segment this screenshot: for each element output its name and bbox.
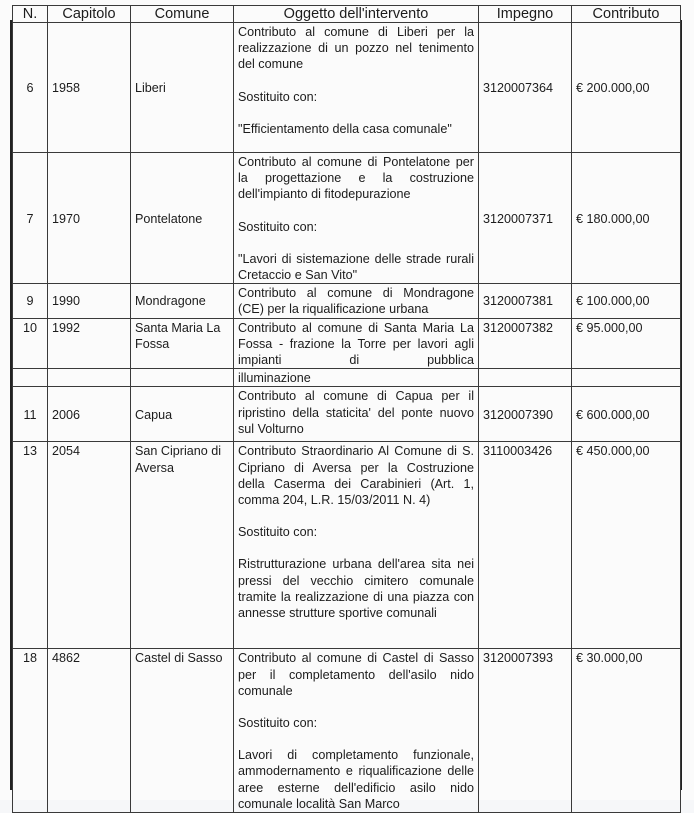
cell-oggetto [234,318,479,369]
header-impegno: Impegno [479,6,572,23]
sostituito-label: Sostituito con: [238,716,318,731]
oggetto-new: "Lavori di sistemazione delle strade rurali Cretaccio e San Vito" [238,251,474,283]
cell-capitolo: 2054 [48,442,131,649]
cell-empty [131,369,234,387]
cell-n: 6 [13,23,48,153]
cell-comune: Mondragone [131,284,234,318]
cell-comune: Santa Maria La Fossa [131,318,234,369]
oggetto-original: Contributo al comune di Castel di Sasso per il completamento dell'asilo nido comunale [238,651,474,698]
cell-contributo: € 30.000,00 [572,649,681,813]
contributions-table [12,5,681,813]
cell-n: 10 [13,318,48,369]
cell-impegno: 3120007381 [479,284,572,318]
cell-oggetto [234,23,479,153]
cell-n: 7 [13,153,48,284]
cell-impegno: 3120007390 [479,387,572,442]
cell-oggetto [234,649,479,813]
cell-capitolo: 2006 [48,387,131,442]
oggetto-original: Contributo al comune di Capua per il ripristino della staticita' del ponte nuovo sul Volturno [238,389,474,436]
cell-empty [572,369,681,387]
table-row-continuation [13,369,681,387]
sostituito-label: Sostituito con: [238,89,318,104]
cell-capitolo: 1958 [48,23,131,153]
cell-oggetto [234,153,479,284]
cell-oggetto [234,284,479,318]
cell-contributo: € 100.000,00 [572,284,681,318]
cell-capitolo: 4862 [48,649,131,813]
cell-n: 18 [13,649,48,813]
oggetto-original: Contributo al comune di Pontelatone per la progettazione e la costruzione dell'impianto di fitodepurazione [238,155,474,202]
cell-empty [13,369,48,387]
cell-impegno: 3120007393 [479,649,572,813]
cell-contributo: € 450.000,00 [572,442,681,649]
cell-empty [48,369,131,387]
cell-empty [479,369,572,387]
cell-n: 9 [13,284,48,318]
table-row [13,23,681,153]
oggetto-original: Contributo al comune di Mondragone (CE) per la riqualificazione urbana [238,286,474,317]
table-row [13,442,681,649]
cell-impegno: 3110003426 [479,442,572,649]
cell-capitolo: 1992 [48,318,131,369]
header-capitolo: Capitolo [48,6,131,23]
cell-comune: Liberi [131,23,234,153]
cell-impegno: 3120007364 [479,23,572,153]
table-row [13,318,681,369]
cell-contributo: € 180.000,00 [572,153,681,284]
cell-contributo: € 600.000,00 [572,387,681,442]
sostituito-label: Sostituito con: [238,525,318,540]
cell-comune: San Cipriano di Aversa [131,442,234,649]
oggetto-new: Lavori di completamento funzionale, ammodernamento e riqualificazione delle aree esterne dell'edificio asilo nido comunale località San Marco [238,748,474,811]
oggetto-new: Ristrutturazione urbana dell'area sita nei pressi del vecchio cimitero comunale tramite la realizzazione di una piazza con annesse strutture sportive comunali [238,557,474,621]
cell-comune: Castel di Sasso [131,649,234,813]
cell-oggetto [234,387,479,442]
cell-contributo: € 200.000,00 [572,23,681,153]
header-contributo: Contributo [572,6,681,23]
cell-oggetto [234,442,479,649]
cell-comune: Pontelatone [131,153,234,284]
sostituito-label: Sostituito con: [238,219,318,234]
table-row [13,649,681,813]
oggetto-new: "Efficientamento della casa comunale" [238,121,452,136]
cell-comune: Capua [131,387,234,442]
cell-capitolo: 1990 [48,284,131,318]
cell-contributo: € 95.000,00 [572,318,681,369]
cell-oggetto-continuation: illuminazione [234,369,479,387]
table-row [13,387,681,442]
header-oggetto: Oggetto dell'intervento [234,6,479,23]
header-n: N. [13,6,48,23]
oggetto-original: Contributo al comune di Liberi per la realizzazione di un pozzo nel tenimento del comune [238,25,474,72]
oggetto-original: Contributo Straordinario Al Comune di S. Cipriano di Aversa per la Costruzione della Caserma dei Carabinieri (Art. 1, comma 204, L.R. 15/03/2011 N. 4) [238,444,474,508]
table-header-row [13,6,681,23]
table-row [13,284,681,318]
header-comune: Comune [131,6,234,23]
cell-n: 13 [13,442,48,649]
cell-n: 11 [13,387,48,442]
table-row [13,153,681,284]
cell-impegno: 3120007371 [479,153,572,284]
cell-impegno: 3120007382 [479,318,572,369]
oggetto-original: Contributo al comune di Santa Maria La Fossa - frazione la Torre per lavori agli impianti di pubblica [238,320,474,368]
cell-capitolo: 1970 [48,153,131,284]
